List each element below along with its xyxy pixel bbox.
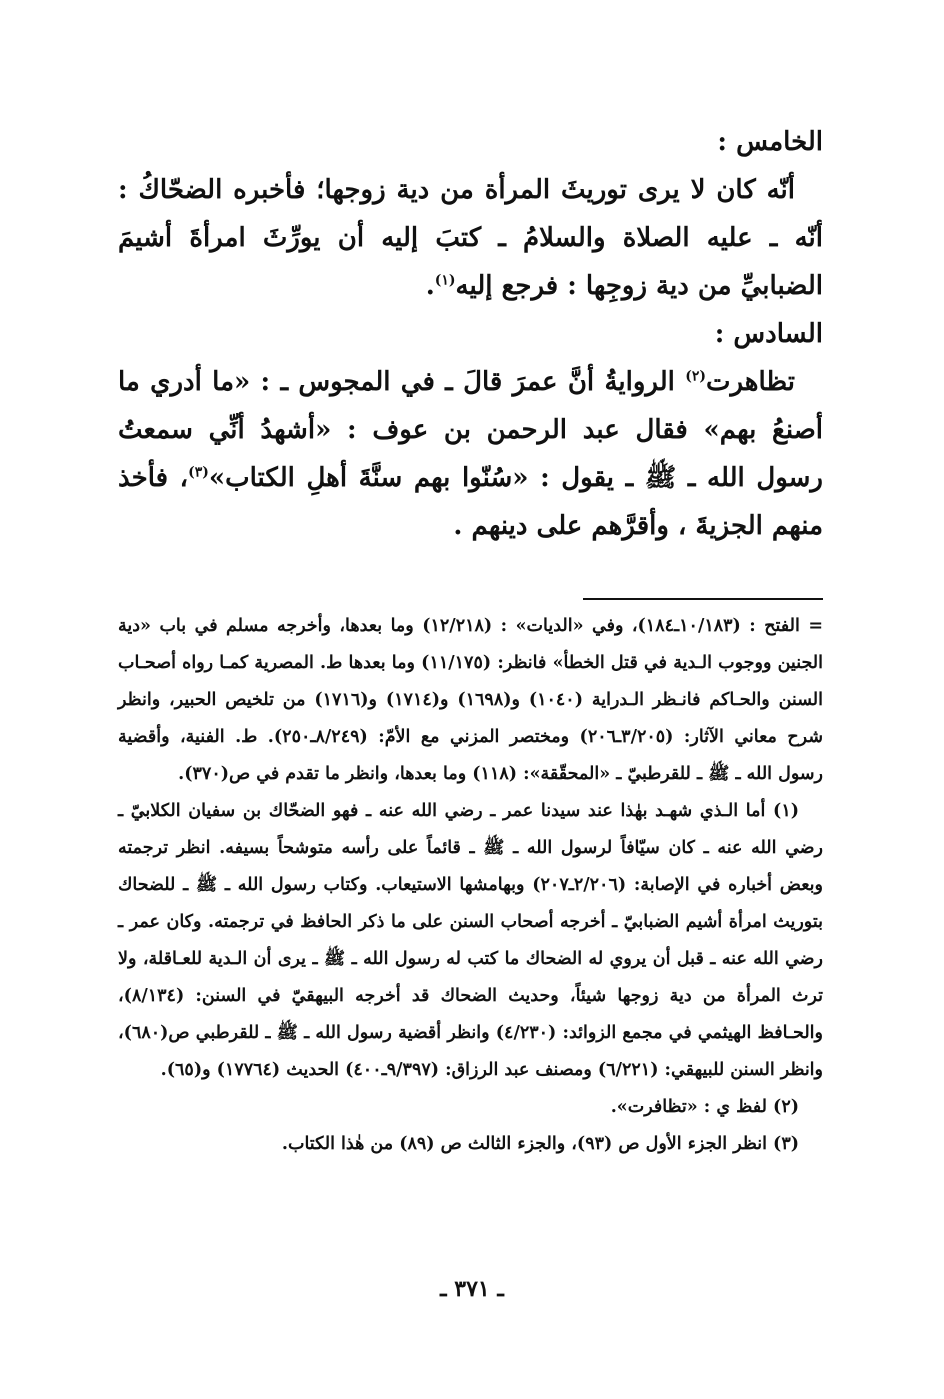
- footnote-separator: [583, 598, 823, 600]
- footnote-2: (٢) لفظ ي : «تظافرت».: [610, 1097, 799, 1117]
- footnote-1: (١) أما الـذي شهـد بهٰذا عند سيدنا عمر ـ رضي الله عنه ـ فهو الضحّاك بن سفيان الكلابيّ ـ رضي الله عنه ـ كان سيّافاً لرسول الله ـ ﷺ ـ قائماً على رأسه متوشحاً بسيفه. انظر ترجمته وبعض أخباره في الإصابة: (٢/٢٠٦ـ٢٠٧) وبهامشها الاستيعاب. وكتاب رسول الله ـ ﷺ ـ للضحاك بتوريث امرأة أشيم الضبابيّ ـ أخرجه أصحاب السنن على ما ذكر الحافظ في ترجمته. وكان عمر ـ رضي الله عنه ـ قبل أن يروي له الضحاك ما كتب له رسول الله ـ ﷺ ـ يرى أن الـدية للعـاقلة، ولا ترث المرأة من دية زوجها شيئاً، وحديث الضحاك قد أخرجه البيهقيّ في السنن: (٨/١٣٤)، والحـافظ الهيثمي في مجمع الزوائد: (٤/٢٣٠) وانظر أقضية رسول الله ـ ﷺ ـ للقرطبي ص(٦٨٠)، وانظر السنن للبيهقي: (٦/٢٢١) ومصنف عبد الرزاق: (٩/٣٩٧ـ٤٠٠) الحديث (١٧٧٦٤) و(٦٥).: [118, 801, 824, 1080]
- paragraph-sixth-end: ، فأخذ منهم الجزيةَ ، وأقرَّهم على دينهم .: [118, 463, 823, 541]
- paragraph-fifth-text: أنّه كان لا يرى توريثَ المرأة من دية زوجها؛ فأخبره الضحّاكُ : أنّه ـ عليه الصلاة والسلامُ ـ كتبَ إليه أن يورِّثَ امرأةَ أشيمَ الضبابيِّ من دية زوجِها : فرجع إليه: [118, 175, 823, 301]
- paragraph-sixth-start: تظاهرت: [705, 367, 795, 397]
- footnotes: [118, 608, 823, 1163]
- footnote-continued: = الفتح : (١٠/١٨٣ـ١٨٤)، وفي «الديات» : (١٢/٢١٨) وما بعدها، وأخرجه مسلم في باب «دية الجنين ووجوب الـدية في قتل الخطأ» فانظر: (١١/١٧٥) وما بعدها ط. المصرية كمـا رواه أصحـاب السنن والحـاكم فانـظر الـدراية (١٠٤٠) و(١٦٩٨) و(١٧١٤) و(١٧١٦) من تلخيص الحبير، وانظر شرح معاني الآثار: (٣/٢٠٥ـ٢٠٦) ومختصر المزني مع الأمّ: (٨/٢٤٩ـ٢٥٠). ط. الفنية، وأقضية رسول الله ـ ﷺ ـ للقرطبيّ ـ «المحقّقة»: (١١٨) وما بعدها، وانظر ما تقدم في ص(٣٧٠).: [118, 616, 824, 784]
- main-text: [118, 118, 823, 550]
- footnote-3: (٣) انظر الجزء الأول ص (٩٣)، والجزء الثالث ص (٨٩) من هٰذا الكتاب.: [281, 1134, 799, 1154]
- paragraph-fifth-end: .: [425, 271, 435, 301]
- footnote-ref-3[interactable]: (٣): [188, 464, 209, 481]
- heading-fifth: الخامس :: [717, 127, 823, 157]
- paragraph-fifth: [118, 166, 823, 310]
- footnote-ref-2[interactable]: (٢): [685, 368, 706, 385]
- paragraph-sixth: [118, 358, 823, 550]
- paragraph-sixth-middle: الروايةُ أنَّ عمرَ قالَ ـ في المجوس ـ : «ما أدري ما أصنعُ بهم» فقال عبد الرحمن بن عوف : «أشهدُ أنِّي سمعتُ رسول الله ـ ﷺ ـ يقول : «سُنّوا بهم سنَّةَ أهلِ الكتاب»: [118, 367, 823, 493]
- footnote-ref-1[interactable]: (١): [434, 272, 456, 289]
- heading-sixth: السادس :: [714, 319, 823, 349]
- page-number: ـ ٣٧١ ـ: [440, 1276, 504, 1302]
